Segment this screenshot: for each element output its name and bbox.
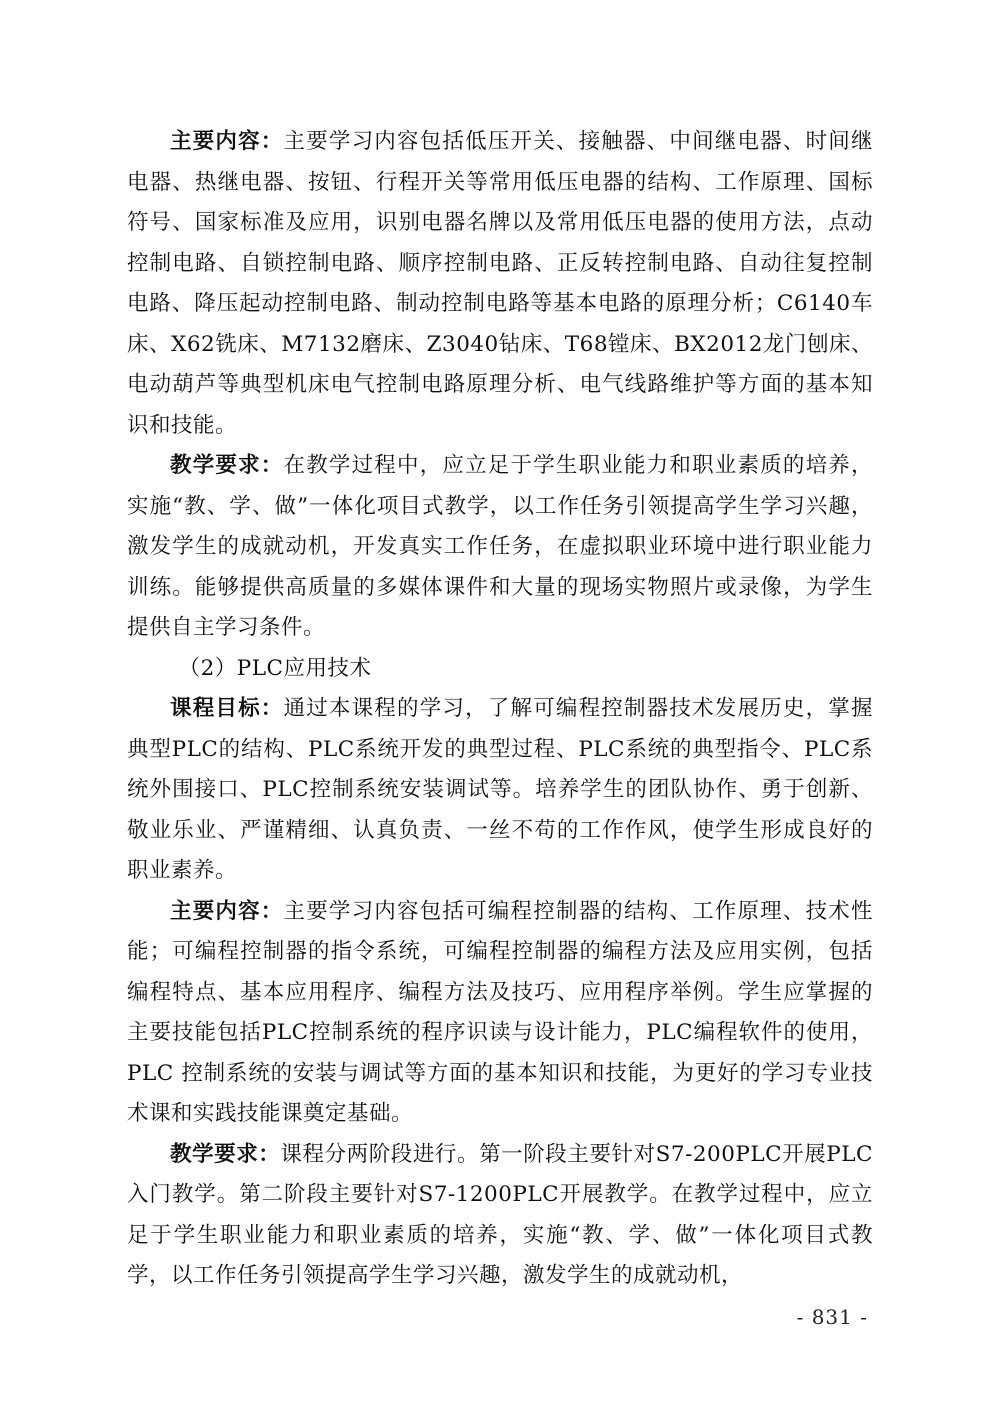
paragraph-text: 主要学习内容包括低压开关、接触器、中间继电器、时间继电器、热继电器、按钮、行程开关等常用低压电器的结构、工作原理、国标符号、国家标准及应用，识别电器名牌以及常用低压电器的使用方法，点动控制电路、自锁控制电路、顺序控制电路、正反转控制电路、自动往复控制电路、降压起动控制电路、制动控制电路等基本电路的原理分析；C6140车床、X62铣床、M7132磨床、Z3040钻床、T68镗床、BX2012龙门刨床、电动葫芦等典型机床电气控制电路原理分析、电气线路维护等方面的基本知识和技能。 — [127, 129, 873, 438]
paragraph-lead: 教学要求： — [170, 1141, 281, 1167]
paragraph-text: 主要学习内容包括可编程控制器的结构、工作原理、技术性能；可编程控制器的指令系统，可编程控制器的编程方法及应用实例，包括编程特点、基本应用程序、编程方法及技巧、应用程序举例。学生应掌握的主要技能包括PLC控制系统的程序识读与设计能力，PLC编程软件的使用，PLC 控制系统的安装与调试等方面的基本知识和技能，为更好的学习专业技术课和实践技能课奠定基础。 — [127, 898, 873, 1126]
paragraph-text: 课程分两阶段进行。第一阶段主要针对S7-200PLC开展PLC入门教学。第二阶段主要针对S7-1200PLC开展教学。在教学过程中，应立足于学生职业能力和职业素质的培养，实施“教、学、做”一体化项目式教学，以工作任务引领提高学生学习兴趣，激发学生的成就动机， — [127, 1141, 873, 1288]
paragraph-lead: 教学要求： — [170, 453, 284, 478]
teaching-requirements-paragraph — [127, 446, 873, 649]
paragraph-text: 通过本课程的学习，了解可编程控制器技术发展历史，掌握典型PLC的结构、PLC系统开发的典型过程、PLC系统的典型指令、PLC系统外围接口、PLC控制系统安装调试等。培养学生的团队协作、勇于创新、敬业乐业、严谨精细、认真负责、一丝不苟的工作作风，使学生形成良好的职业素养。 — [127, 696, 873, 883]
page-number: - 831 - — [796, 1305, 868, 1329]
plc-teaching-requirements-paragraph — [127, 1135, 873, 1297]
section-subheading: （2）PLC应用技术 — [178, 655, 372, 681]
paragraph-lead: 主要内容： — [170, 898, 284, 924]
paragraph-lead: 课程目标： — [170, 696, 284, 721]
document-body — [127, 122, 873, 1297]
plc-main-content-paragraph — [127, 892, 873, 1135]
course-objective-paragraph — [127, 689, 873, 892]
paragraph-lead: 主要内容： — [170, 129, 284, 154]
main-content-paragraph — [127, 122, 873, 446]
paragraph-text: 在教学过程中，应立足于学生职业能力和职业素质的培养，实施“教、学、做”一体化项目式教学，以工作任务引领提高学生学习兴趣，激发学生的成就动机，开发真实工作任务，在虚拟职业环境中进行职业能力训练。能够提供高质量的多媒体课件和大量的现场实物照片或录像，为学生提供自主学习条件。 — [127, 453, 873, 640]
